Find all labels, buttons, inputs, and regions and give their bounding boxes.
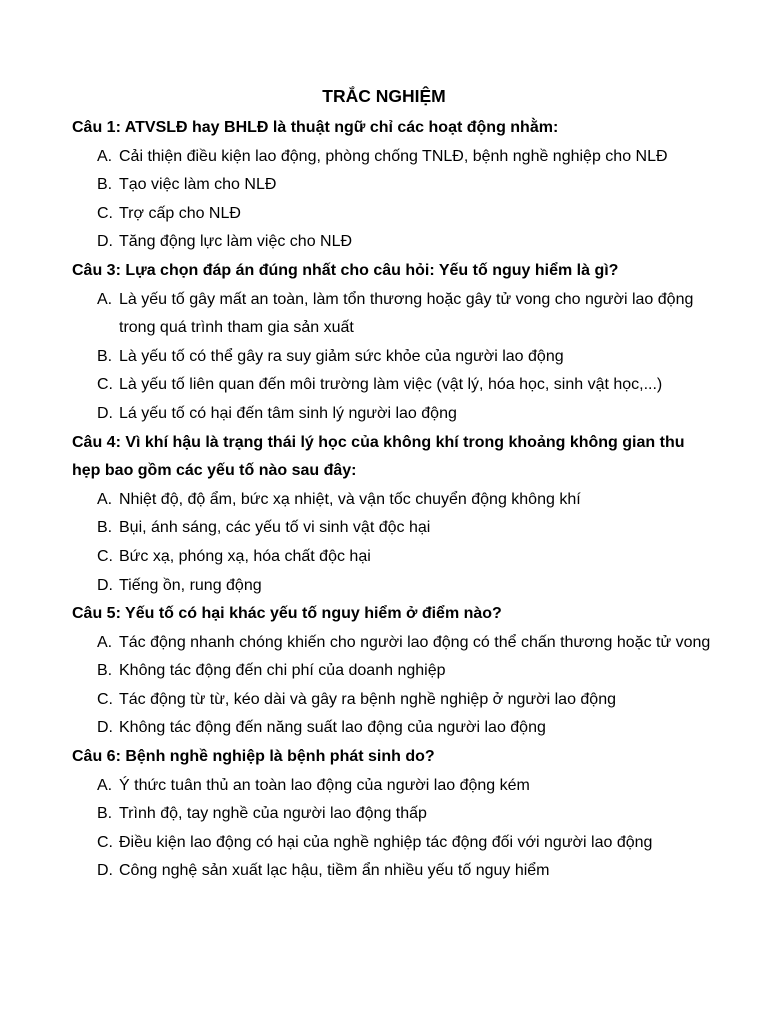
option-letter: C. bbox=[97, 376, 113, 394]
option-text: Nhiệt độ, độ ẩm, bức xạ nhiệt, và vận tốc chuyển động không khí bbox=[119, 490, 581, 508]
answer-option bbox=[72, 200, 712, 229]
option-list bbox=[72, 772, 712, 886]
option-letter: C. bbox=[97, 690, 113, 708]
option-letter: A. bbox=[97, 633, 113, 651]
answer-option bbox=[72, 657, 712, 686]
option-text: Tiếng ồn, rung động bbox=[119, 576, 262, 594]
question-block bbox=[72, 600, 712, 743]
option-text: Tạo việc làm cho NLĐ bbox=[119, 176, 277, 194]
question-text: Câu 4: Vì khí hậu là trạng thái lý học của không khí trong khoảng không gian thu hẹp bao gồm các yếu tố nào sau đây: bbox=[72, 433, 685, 480]
answer-option bbox=[72, 486, 712, 515]
question-block bbox=[72, 429, 712, 601]
answer-option bbox=[72, 171, 712, 200]
option-letter: B. bbox=[97, 662, 113, 680]
answer-option bbox=[72, 371, 712, 400]
option-list bbox=[72, 143, 712, 257]
option-letter: B. bbox=[97, 805, 113, 823]
answer-option bbox=[72, 343, 712, 372]
option-letter: D. bbox=[97, 862, 113, 880]
option-text: Trình độ, tay nghề của người lao động thấp bbox=[119, 805, 427, 823]
quiz-content bbox=[72, 114, 712, 886]
option-text: Không tác động đến chi phí của doanh nghiệp bbox=[119, 662, 446, 680]
answer-option bbox=[72, 772, 712, 801]
option-text: Lá yếu tố có hại đến tâm sinh lý người lao động bbox=[119, 404, 457, 422]
option-list bbox=[72, 486, 712, 600]
option-letter: A. bbox=[97, 490, 113, 508]
option-letter: A. bbox=[97, 147, 113, 165]
option-list bbox=[72, 286, 712, 429]
question-block bbox=[72, 743, 712, 886]
option-letter: C. bbox=[97, 547, 113, 565]
option-letter: B. bbox=[97, 347, 113, 365]
question-text: Câu 3: Lựa chọn đáp án đúng nhất cho câu hỏi: Yếu tố nguy hiểm là gì? bbox=[72, 261, 619, 279]
question-block bbox=[72, 114, 712, 257]
option-text: Không tác động đến năng suất lao động của người lao động bbox=[119, 719, 546, 737]
option-letter: D. bbox=[97, 719, 113, 737]
option-letter: A. bbox=[97, 290, 113, 308]
option-text: Tăng động lực làm việc cho NLĐ bbox=[119, 233, 353, 251]
question-text: Câu 5: Yếu tố có hại khác yếu tố nguy hiểm ở điểm nào? bbox=[72, 605, 502, 623]
option-text: Công nghệ sản xuất lạc hậu, tiềm ẩn nhiều yếu tố nguy hiểm bbox=[119, 862, 550, 880]
option-text: Là yếu tố có thể gây ra suy giảm sức khỏe của người lao động bbox=[119, 347, 564, 365]
page-title: TRẮC NGHIỆM bbox=[322, 86, 446, 106]
answer-option bbox=[72, 629, 712, 658]
answer-option bbox=[72, 286, 712, 343]
option-text: Là yếu tố gây mất an toàn, làm tổn thương hoặc gây tử vong cho người lao động trong quá trình tham gia sản xuất bbox=[119, 290, 694, 337]
answer-option bbox=[72, 572, 712, 601]
option-letter: B. bbox=[97, 519, 113, 537]
option-text: Cải thiện điều kiện lao động, phòng chống TNLĐ, bệnh nghề nghiệp cho NLĐ bbox=[119, 147, 668, 165]
option-text: Ý thức tuân thủ an toàn lao động của người lao động kém bbox=[119, 776, 530, 794]
option-text: Điều kiện lao động có hại của nghề nghiệp tác động đối với người lao động bbox=[119, 833, 653, 851]
answer-option bbox=[72, 543, 712, 572]
option-text: Bụi, ánh sáng, các yếu tố vi sinh vật độc hại bbox=[119, 519, 431, 537]
answer-option bbox=[72, 400, 712, 429]
answer-option bbox=[72, 829, 712, 858]
answer-option bbox=[72, 514, 712, 543]
question-block bbox=[72, 257, 712, 429]
answer-option bbox=[72, 800, 712, 829]
answer-option bbox=[72, 143, 712, 172]
option-text: Là yếu tố liên quan đến môi trường làm việc (vật lý, hóa học, sinh vật học,...) bbox=[119, 376, 663, 394]
option-text: Trợ cấp cho NLĐ bbox=[119, 204, 241, 222]
answer-option bbox=[72, 228, 712, 257]
option-text: Bức xạ, phóng xạ, hóa chất độc hại bbox=[119, 547, 371, 565]
option-text: Tác động nhanh chóng khiến cho người lao động có thể chấn thương hoặc tử vong bbox=[119, 633, 711, 651]
option-letter: C. bbox=[97, 833, 113, 851]
answer-option bbox=[72, 686, 712, 715]
option-letter: A. bbox=[97, 776, 113, 794]
option-letter: D. bbox=[97, 233, 113, 251]
option-letter: D. bbox=[97, 576, 113, 594]
option-list bbox=[72, 629, 712, 743]
option-text: Tác động từ từ, kéo dài và gây ra bệnh nghề nghiệp ở người lao động bbox=[119, 690, 616, 708]
option-letter: D. bbox=[97, 404, 113, 422]
answer-option bbox=[72, 857, 712, 886]
question-text: Câu 6: Bệnh nghề nghiệp là bệnh phát sinh do? bbox=[72, 748, 435, 766]
option-letter: B. bbox=[97, 176, 113, 194]
option-letter: C. bbox=[97, 204, 113, 222]
answer-option bbox=[72, 714, 712, 743]
question-text: Câu 1: ATVSLĐ hay BHLĐ là thuật ngữ chỉ các hoạt động nhằm: bbox=[72, 119, 559, 136]
